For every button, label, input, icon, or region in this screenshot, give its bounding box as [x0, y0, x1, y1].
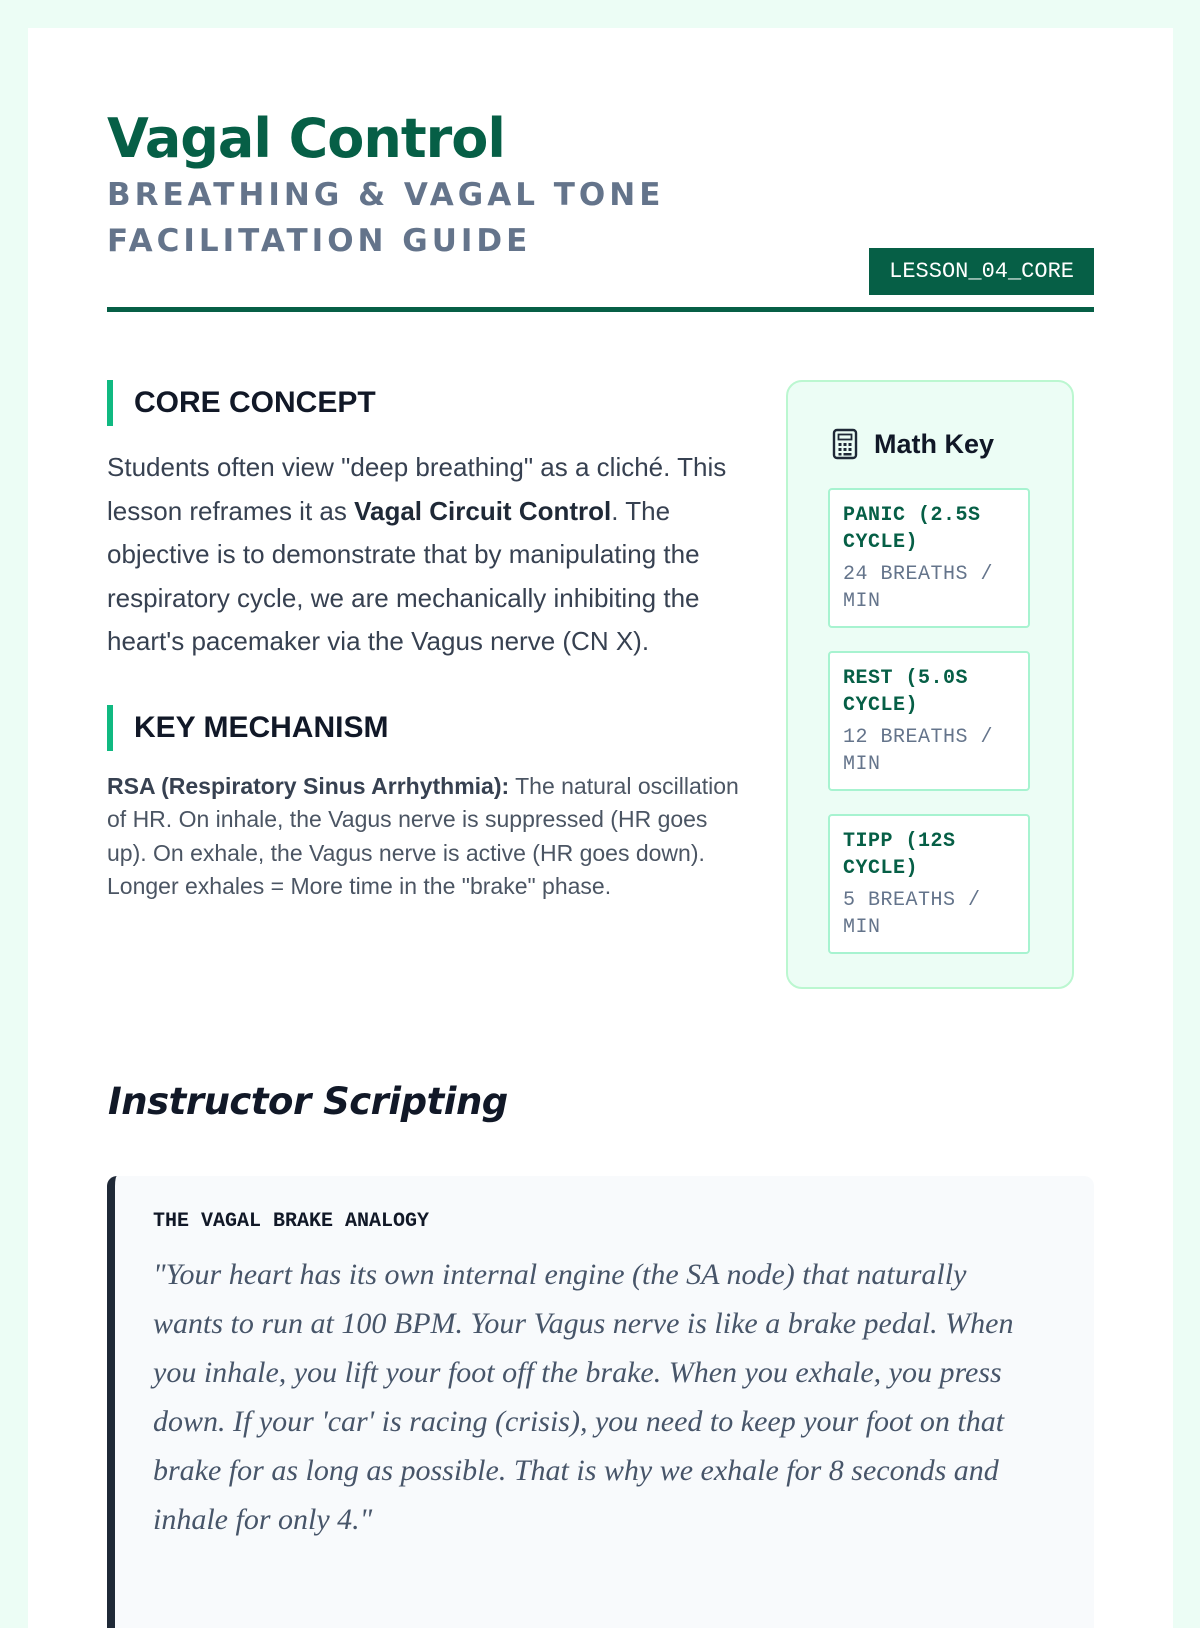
core-concept-text-start: Students often view "deep breathing" as a cliché. This lesson reframes it as	[107, 452, 727, 526]
math-item-title: TIPP (12S CYCLE)	[843, 830, 956, 880]
math-key-heading	[832, 428, 994, 460]
math-item-value: 12 BREATHS / MIN	[843, 726, 994, 776]
core-concept-emphasis: Vagal Circuit Control	[354, 495, 612, 526]
page-header	[107, 107, 1094, 284]
lesson-sheet	[28, 28, 1173, 1628]
core-concept-text	[107, 446, 747, 664]
mechanism-description: The natural oscillation of HR. On inhale, the Vagus nerve is suppressed (HR goes up). On exhale, the Vagus nerve is active (HR goes down). Longer exhales = More time in the "brake" phase.	[107, 772, 739, 899]
math-key-title: Math Key	[874, 428, 995, 459]
math-key-item-rest	[828, 651, 1030, 791]
math-key-item-panic	[828, 488, 1030, 628]
section-title: KEY MECHANISM	[134, 710, 389, 744]
lesson-badge: LESSON_04_CORE	[869, 248, 1094, 295]
header-divider	[107, 307, 1094, 312]
math-item-value: 5 BREATHS / MIN	[843, 889, 981, 939]
page-title: Vagal Control	[107, 107, 505, 170]
instructor-quote: "Your heart has its own internal engine (the SA node) that naturally wants to run at 100 BPM. Your Vagus nerve is like a brake pedal. When you inhale, you lift your foot off the brake. When you exhale, you press down. If your 'car' is racing (crisis), you need to keep your foot on that brake for as long as possible. That is why we exhale for 8 seconds and inhale for only 4."	[153, 1258, 1014, 1536]
core-concept-text-end: . The objective is to demonstrate that by manipulating the respiratory cycle, we are mechanically inhibiting the heart's pacemaker via the Vagus nerve (CN X).	[107, 495, 700, 656]
key-mechanism-text	[107, 770, 747, 904]
key-mechanism-heading	[107, 705, 747, 751]
script-quote-box	[107, 1176, 1094, 1628]
mechanism-term: RSA (Respiratory Sinus Arrhythmia):	[107, 772, 510, 799]
section-accent-bar	[107, 380, 113, 426]
instructor-scripting-heading: Instructor Scripting	[108, 1080, 508, 1123]
section-title: CORE CONCEPT	[134, 386, 376, 419]
quote-label: THE VAGAL BRAKE ANALOGY	[153, 1210, 430, 1233]
math-item-value: 24 BREATHS / MIN	[843, 563, 994, 613]
math-item-title: REST (5.0S CYCLE)	[843, 667, 969, 717]
math-key-card	[786, 380, 1074, 989]
page-subtitle: BREATHING & VAGAL TONE FACILITATION GUIDE	[107, 177, 665, 259]
math-key-item-tipp	[828, 814, 1030, 954]
math-item-title: PANIC (2.5S CYCLE)	[843, 504, 981, 554]
section-accent-bar	[107, 705, 113, 751]
core-concept-heading	[107, 380, 747, 426]
concept-column	[107, 380, 747, 904]
calculator-icon	[832, 428, 858, 460]
